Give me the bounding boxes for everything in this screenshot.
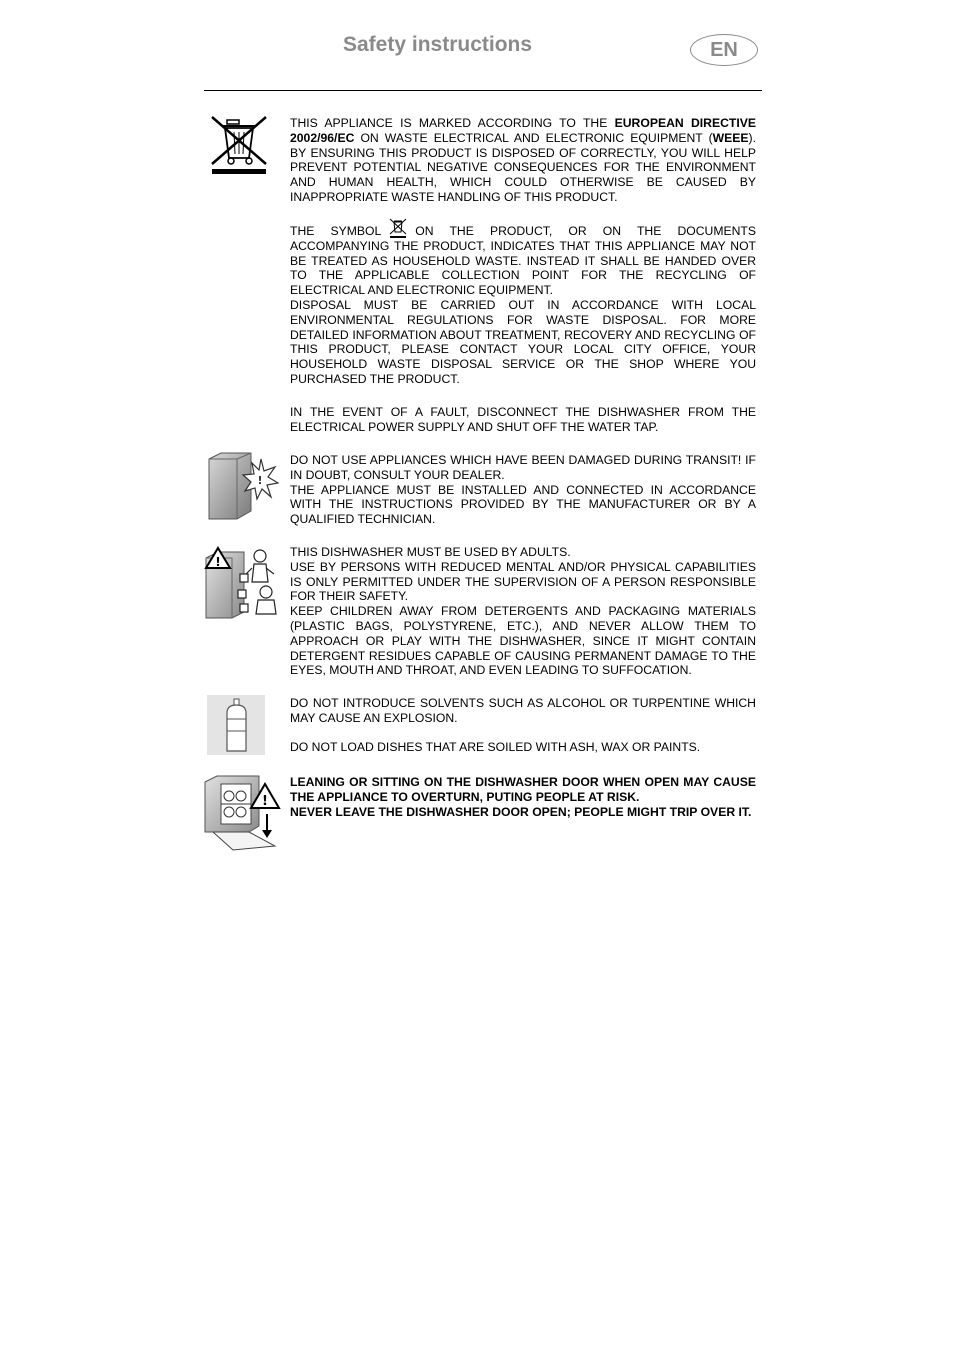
door-paragraph-1: LEANING OR SITTING ON THE DISHWASHER DOOR WHEN OPEN MAY CAUSE THE APPLIANCE TO OVERTURN, PUTING PEOPLE AT RISK. <box>290 775 756 804</box>
children-paragraph-3: KEEP CHILDREN AWAY FROM DETERGENTS AND PACKAGING MATERIALS (PLASTIC BAGS, POLYSTYRENE, ETC.), AND NEVER ALLOW THEM TO APPROACH OR PLAY WITH THE DISHWASHER, SINCE IT MIGHT CONTAIN DETERGENT RESIDUES CAPABLE OF CAUSING PERMANENT DAMAGE TO THE EYES, MOUTH AND THROAT, AND EVEN LEADING TO SUFFOCATION. <box>290 604 756 678</box>
damaged-section <box>290 453 756 527</box>
svg-text:!: ! <box>215 555 221 569</box>
solvents-section <box>290 696 756 754</box>
damaged-paragraph-2: THE APPLIANCE MUST BE INSTALLED AND CONNECTED IN ACCORDANCE WITH THE INSTRUCTIONS PROVIDED BY THE MANUFACTURER OR BY A QUALIFIED TECHNICIAN. <box>290 482 756 527</box>
solvents-paragraph-2: DO NOT LOAD DISHES THAT ARE SOILED WITH ASH, WAX OR PAINTS. <box>290 739 701 754</box>
children-section <box>290 545 756 678</box>
children-paragraph-1: THIS DISHWASHER MUST BE USED BY ADULTS. <box>290 545 571 559</box>
weee-paragraph-3: DISPOSAL MUST BE CARRIED OUT IN ACCORDANCE WITH LOCAL ENVIRONMENTAL REGULATIONS FOR WASTE DISPOSAL. FOR MORE DETAILED INFORMATION ABOUT TREATMENT, RECOVERY AND RECYCLING OF THIS PRODUCT, PLEASE CONTACT YOUR LOCAL CITY OFFICE, YOUR HOUSEHOLD WASTE DISPOSAL SERVICE OR THE SHOP WHERE YOU PURCHASED THE PRODUCT. <box>290 297 756 386</box>
children-warning-icon <box>204 546 282 620</box>
page-title: Safety instructions <box>343 33 533 56</box>
fault-paragraph: IN THE EVENT OF A FAULT, DISCONNECT THE DISHWASHER FROM THE ELECTRICAL POWER SUPPLY AND SHUT OFF THE WATER TAP. <box>290 405 756 434</box>
children-paragraph-2: USE BY PERSONS WITH REDUCED MENTAL AND/OR PHYSICAL CAPABILITIES IS ONLY PERMITTED UNDER THE SUPERVISION OF A PERSON RESPONSIBLE FOR THEIR SAFETY. <box>290 559 756 604</box>
svg-text:!: ! <box>262 794 268 809</box>
weee-section <box>290 116 756 387</box>
door-paragraph-2: NEVER LEAVE THE DISHWASHER DOOR OPEN; PEOPLE MIGHT TRIP OVER IT. <box>290 804 752 819</box>
language-badge: EN <box>690 34 758 66</box>
damaged-paragraph-1: DO NOT USE APPLIANCES WHICH HAVE BEEN DAMAGED DURING TRANSIT! IF IN DOUBT, CONSULT YOUR DEALER. <box>290 453 756 482</box>
fault-section <box>290 405 756 435</box>
weee-paragraph-1: THIS APPLIANCE IS MARKED ACCORDING TO THE EUROPEAN DIRECTIVE 2002/96/EC ON WASTE ELECTRICAL AND ELECTRONIC EQUIPMENT (WEEE). BY ENSURING THIS PRODUCT IS DISPOSED OF CORRECTLY, YOU WILL HELP PREVENT POTENTIAL NEGATIVE CONSEQUENCES FOR THE ENVIRONMENT AND HUMAN HEALTH, WHICH COULD OTHERWISE BE CAUSED BY INAPPROPRIATE WASTE HANDLING OF THIS PRODUCT. <box>290 116 756 204</box>
door-section <box>290 775 756 819</box>
weee-paragraph-2: THE SYMBOL ON THE PRODUCT, OR ON THE DOCUMENTS ACCOMPANYING THE PRODUCT, INDICATES THAT THIS APPLIANCE MAY NOT BE TREATED AS HOUSEHOLD WASTE. INSTEAD IT SHALL BE HANDED OVER TO THE APPLICABLE COLLECTION POINT FOR THE RECYCLING OF ELECTRICAL AND ELECTRONIC EQUIPMENT. <box>290 217 756 298</box>
solvent-bottle-icon <box>207 695 265 755</box>
solvents-paragraph-1: DO NOT INTRODUCE SOLVENTS SUCH AS ALCOHOL OR TURPENTINE WHICH MAY CAUSE AN EXPLOSION. <box>290 696 756 725</box>
open-door-warning-icon <box>203 774 283 852</box>
header-divider <box>204 90 762 91</box>
inline-weee-symbol-icon <box>387 217 409 239</box>
crossed-out-bin-icon <box>209 114 269 176</box>
svg-text:!: ! <box>257 474 263 487</box>
damaged-appliance-icon <box>207 451 279 521</box>
